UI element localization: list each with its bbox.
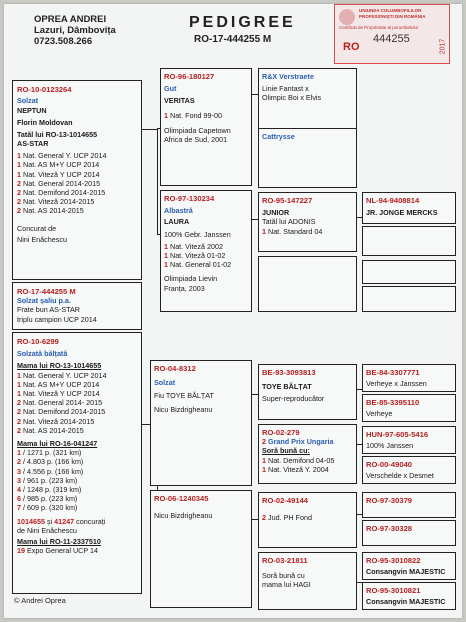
result-row: 1 Nat. AS M+Y UCP 2014: [17, 160, 100, 170]
stamp-year: 2017: [439, 38, 447, 55]
sire2bd-ring: RO-00-49040: [366, 460, 413, 469]
sire2a-ring: BE-93-3093813: [262, 368, 316, 377]
dam-ring: RO-10-6299: [17, 337, 59, 346]
result-row: 2 Nat. AS 2014-2015: [17, 206, 84, 216]
sire2-card: [150, 360, 252, 486]
dam-color: Solzată bălțată: [17, 349, 68, 359]
owner-name: OPREA ANDREI: [34, 14, 107, 25]
sire2a-line1: Super-reproducător: [262, 394, 325, 404]
sire-dam-card: [258, 128, 357, 188]
sire2as-ring: BE-84-3307771: [366, 368, 420, 377]
sibling-line2: triplu campion UCP 2014: [17, 314, 97, 324]
result-row: 1 Nat. Viteză 2002: [164, 241, 224, 251]
dam1-dam-card: [258, 256, 357, 312]
sire-name: VERITAS: [164, 96, 195, 106]
sire2-color: Solzat: [154, 378, 176, 388]
dam1-color: Albastră: [164, 206, 193, 216]
dam1-ring: RO-97-130234: [164, 194, 215, 203]
dam1a-sire-card: [362, 192, 456, 224]
dam-expo: 19 Expo General UCP 14: [17, 546, 98, 556]
dam1ap-ring: NL-94-9408814: [366, 196, 420, 205]
dam2bs-line1: Consangvin MAJESTIC: [366, 567, 446, 577]
result-row: 1 Nat. Demifond 04-05: [262, 455, 335, 465]
result-row: 1 Nat. AS M+Y UCP 2014: [17, 379, 100, 389]
dam2b-line1: Soră bună cu: [262, 571, 305, 581]
dam1a-ring: RO-95-147227: [262, 196, 313, 205]
result-row: 6 / 985 p. (223 km): [17, 494, 78, 504]
sire2b-result: 2 Grand Prix Ungaria: [262, 437, 334, 447]
subject-father-name: AS-STAR: [17, 139, 49, 149]
dam2as-ring: RO-97-30379: [366, 496, 413, 505]
dam-contest: 1014655 și 41247 concurați: [17, 516, 106, 526]
result-row: 7 / 609 p. (320 km): [17, 503, 78, 513]
ownership-stamp: [334, 4, 450, 64]
result-row: 4 / 1248 p. (319 km): [17, 485, 82, 495]
dam-results: [17, 371, 137, 435]
owner-block: [34, 14, 116, 47]
sire2as-card: [362, 364, 456, 392]
sibling-color: Solzat șaliu p.a.: [17, 296, 71, 306]
result-row: 3 / 961 p. (223 km): [17, 475, 78, 485]
dam-of-sire-card: [160, 190, 252, 312]
sire-result: 1 Nat. Fond 99-00: [164, 110, 222, 120]
dam2-line1: Nicu Bizdrigheanu: [154, 511, 213, 521]
sire-line2: Africa de Sud, 2001: [164, 135, 228, 145]
result-row: 2 Nat. Demifond 2014-2015: [17, 188, 106, 198]
dam1-sire-card: [258, 192, 357, 252]
sire2b-ring: RO-02-279: [262, 428, 300, 437]
sire1a-line1: Linie Fantast x: [262, 84, 309, 94]
stamp-country: RO: [343, 41, 360, 53]
dam2ad-ring: RO-97-30328: [366, 524, 413, 533]
dam2-sire-card: [258, 492, 357, 548]
subject-results: [17, 151, 137, 215]
result-row: 2 Nat. General 2014- 2015: [17, 398, 103, 408]
dam2bs-ring: RO-95-3010822: [366, 556, 421, 565]
stamp-line1: UNIUNEA COLUMBOFILILOR: [359, 8, 422, 13]
dam1a-name: JUNIOR: [262, 208, 290, 218]
sire-line1: Olimpiada Capetown: [164, 125, 231, 135]
owner-phone: 0723.508.266: [34, 36, 93, 47]
result-row: 1 Nat. Viteză Y UCP 2014: [17, 389, 100, 399]
sire2ad-line1: Verheye: [366, 409, 393, 419]
empty-card: [362, 286, 456, 312]
dam2as-card: [362, 492, 456, 518]
sire-sire-card: [258, 68, 357, 130]
sire2ad-ring: BE-85-3395110: [366, 398, 420, 407]
dam-mother-line3: Mama lui RO-11-2337510: [17, 537, 101, 547]
subject-contest-name: Nini Enăchescu: [17, 234, 67, 244]
dam2a-result: 2 Jud. PH Fond: [262, 513, 312, 523]
stamp-number: 444255: [373, 33, 410, 45]
dam1-name: LAURA: [164, 217, 190, 227]
dam2-card: [150, 490, 252, 608]
result-row: 3 / 4.556 p. (166 km): [17, 466, 84, 476]
sire2a-name: TOYE BĂLȚAT: [262, 382, 312, 392]
sire2bd-line1: Verschelde x Desmet: [366, 471, 434, 481]
sire2-sire-card: [258, 364, 357, 420]
dam1-line1: Olimpiada Lievin: [164, 274, 218, 284]
subject-card: [12, 80, 142, 280]
sire-ring: RO-96-180127: [164, 72, 215, 81]
subject-card-ring: RO-10-0123264: [17, 85, 72, 94]
owner-address: Lazuri, Dâmbovița: [34, 25, 116, 36]
dam-results2: [17, 448, 137, 512]
dam2bd-card: [362, 582, 456, 610]
dam1-line2: Franța, 2003: [164, 283, 205, 293]
dam2a-ring: RO-02-49144: [262, 496, 309, 505]
empty-card: [362, 260, 456, 284]
sibling-line1: Frate bun AS-STAR: [17, 305, 80, 315]
sire2bs-line1: 100% Janssen: [366, 441, 414, 451]
result-row: 1 Nat. General 01-02: [164, 260, 232, 270]
pedigree-sheet: [4, 4, 462, 618]
stamp-seal-icon: [339, 9, 355, 25]
page-title: PEDIGREE: [189, 14, 296, 31]
result-row: 2 Nat. Viteză 2014-2015: [17, 197, 95, 207]
dam2ad-card: [362, 520, 456, 546]
sire2-ring: RO-04-8312: [154, 364, 196, 373]
sire2ad-card: [362, 394, 456, 422]
subject-father-line: Tatăl lui RO-13-1014655: [17, 129, 98, 139]
sire1b-head: Cattrysse: [262, 132, 295, 141]
dam1a-result: 1 Nat. Standard 04: [262, 226, 323, 236]
subject-color: Solzat: [17, 96, 39, 106]
empty-card: [362, 226, 456, 256]
copyright: © Andrei Oprea: [14, 596, 66, 605]
sire1a-line2: Olimpic Boi x Elvis: [262, 93, 322, 103]
result-row: 1 Nat. Viteză Y UCP 2014: [17, 169, 100, 179]
stamp-line3: Certificat de Proprietate al porumbelului: [339, 25, 419, 30]
result-row: 1 Nat. Viteză 01-02: [164, 251, 226, 261]
dam1-desc: 100% Gebr. Janssen: [164, 229, 231, 239]
subject-contest: Concurat de: [17, 223, 57, 233]
result-row: 2 Nat. Viteză 2014-2015: [17, 416, 95, 426]
dam2b-line2: mama lui HAGI: [262, 580, 311, 590]
sire-color: Gut: [164, 84, 177, 94]
result-row: 2 Nat. General 2014-2015: [17, 178, 101, 188]
sire2bs-card: [362, 426, 456, 454]
result-row: 2 Nat. AS 2014-2015: [17, 425, 84, 435]
result-row: 2 Nat. Demifond 2014-2015: [17, 407, 106, 417]
sire2-line1: Fiu TOYE BĂLȚAT: [154, 391, 214, 401]
dam-card: [12, 332, 142, 594]
subject-ring: RO-17-444255 M: [194, 34, 272, 45]
sire2b-sister: Soră bună cu:: [262, 446, 310, 456]
sire-card: [160, 68, 252, 186]
dam-mother-line2: Mama lui RO-16-041247: [17, 439, 98, 449]
dam2b-ring: RO-03-21811: [262, 556, 308, 565]
subject-name: NEPTUN: [17, 106, 47, 116]
result-row: 1 Nat. General Y. UCP 2014: [17, 370, 107, 380]
result-row: 2 / 4.803 p. (166 km): [17, 457, 84, 467]
sire2-dam-card: [258, 424, 357, 484]
dam1a-line1: Tatăl lui ADONIS: [262, 217, 316, 227]
sibling-card: [12, 282, 142, 330]
sire2as-line1: Verheye x Janssen: [366, 379, 427, 389]
dam-mother-line: Mama lui RO-13-1014655: [17, 361, 102, 371]
result-row: 1 / 1271 p. (321 km): [17, 448, 82, 458]
sire2-line2: Nicu Bizdrigheanu: [154, 404, 213, 414]
stamp-line2: PROFESIONIȘTI DIN ROMÂNIA: [359, 14, 426, 19]
dam2bd-line1: Consangvin MAJESTIC: [366, 597, 446, 607]
result-row: 1 Nat. General Y. UCP 2014: [17, 151, 107, 161]
sire2bd-card: [362, 456, 456, 484]
result-row: 1 Nat. Viteză Y. 2004: [262, 464, 329, 474]
dam2-dam-card: [258, 552, 357, 610]
dam2bs-card: [362, 552, 456, 580]
subject-breeder: Florin Moldovan: [17, 117, 73, 127]
dam2-ring: RO-06-1240345: [154, 494, 209, 503]
sire2bs-ring: HUN-97-605-5416: [366, 430, 429, 439]
dam1ap-name: JR. JONGE MERCKS: [366, 208, 438, 218]
dam2bd-ring: RO-95-3010821: [366, 586, 421, 595]
sire1a-head: R&X Verstraete: [262, 72, 314, 81]
dam-contest-name: de Nini Enăchescu: [17, 525, 77, 535]
sibling-ring: RO-17-444255 M: [17, 287, 76, 296]
